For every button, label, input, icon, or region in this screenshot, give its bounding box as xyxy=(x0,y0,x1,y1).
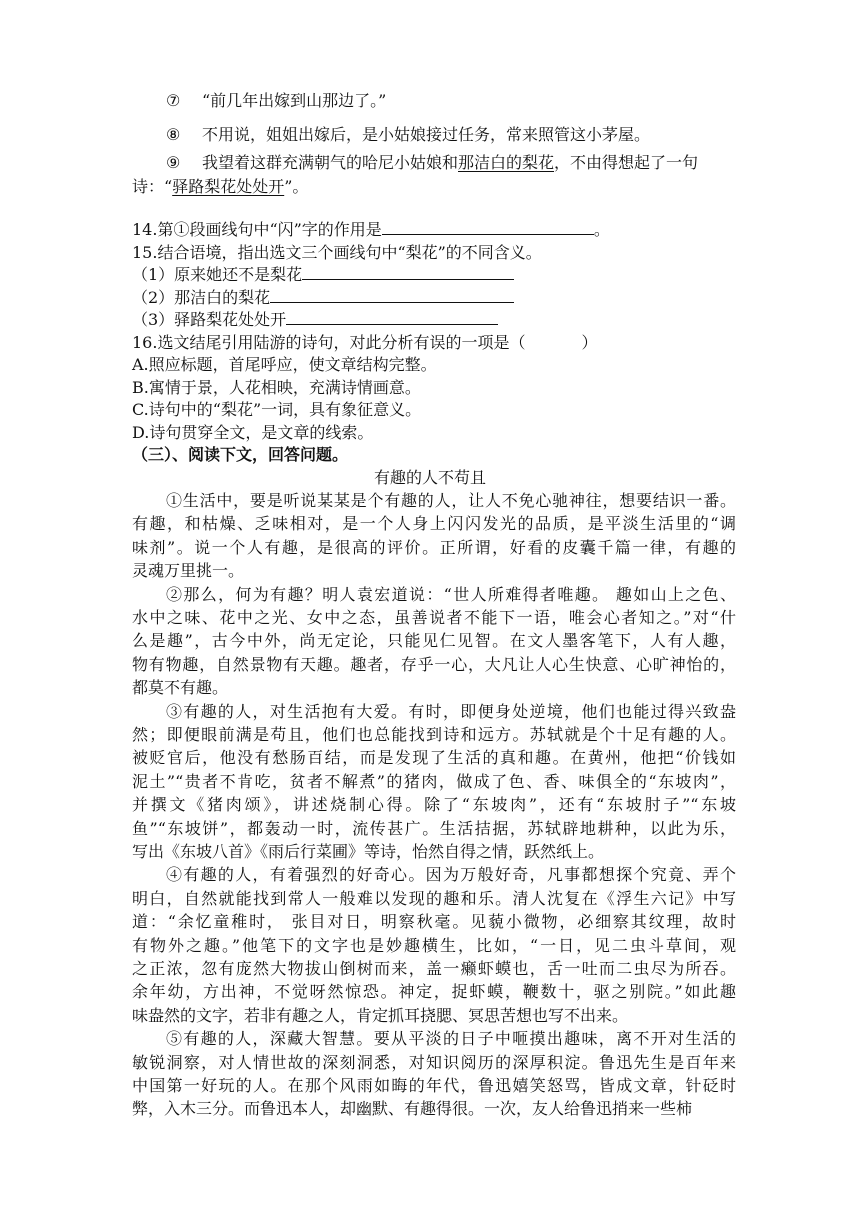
question-14 xyxy=(132,219,610,241)
option-b xyxy=(132,377,421,399)
article-line: ④有趣的人，有着强烈的好奇心。因为万般好奇，凡事都想探个究竟、弄个 xyxy=(166,865,736,884)
article-line: 明白，自然就能找到常人一般难以发现的趣和乐。清人沈复在《浮生六记》中写 xyxy=(132,889,736,908)
article-line: ③有趣的人，对生活抱有大爱。有时，即便身处逆境，他们也能过得兴致盎 xyxy=(166,702,736,721)
paragraph-text: “前几年出嫁到山那边了。” xyxy=(202,91,387,110)
article-line: 物有物趣，自然景物有天趣。趣者，存乎一心，大凡让人心生快意、心旷神怡的， xyxy=(132,655,736,674)
question-text: 15.结合语境，指出选文三个画线句中“梨花”的不同含义。 xyxy=(132,243,542,262)
question-text: （1）原来她还不是梨花 xyxy=(132,265,303,284)
article-title: 有趣的人不苟且 xyxy=(373,468,486,487)
option-text: A.照应标题，首尾呼应，使文章结构完整。 xyxy=(132,355,437,374)
paragraph-number: ⑧ xyxy=(166,125,181,144)
paragraph-9 xyxy=(166,152,698,174)
article-line: 弊，入木三分。而鲁迅本人，却幽默、有趣得很。一次，友人给鲁迅捎来一些柿 xyxy=(132,1099,693,1118)
article-line: 道：“余忆童稚时， 张目对日，明察秋毫。见藐小微物，必细察其纹理，故时 xyxy=(132,912,736,931)
article-line: 灵魂万里挑一。 xyxy=(132,561,245,580)
article-line: 味盎然的文字，若非有趣之人，肯定抓耳挠腮、冥思苦想也写不出来。 xyxy=(132,1006,629,1025)
article-line: 写出《东坡八首》《雨后行菜圃》等诗，怡然自得之情，跃然纸上。 xyxy=(132,842,605,861)
article-line: 味剂”。说一个人有趣，是很高的评价。正所谓，好看的皮囊千篇一律，有趣的 xyxy=(132,538,736,557)
paragraph-text: ”。 xyxy=(284,177,309,196)
option-text: D.诗句贯穿全文，是文章的线索。 xyxy=(132,423,374,442)
answer-blank[interactable] xyxy=(270,287,514,303)
paragraph-text: 不用说，姐姐出嫁后，是小姑娘接过任务，常来照管这小茅屋。 xyxy=(202,125,651,144)
option-text: B.寓情于景，人花相映，充满诗情画意。 xyxy=(132,378,421,397)
article-line: 都莫不有趣。 xyxy=(132,678,229,697)
option-a xyxy=(132,354,437,376)
paragraph-number: ⑨ xyxy=(166,153,181,172)
question-16 xyxy=(132,332,597,354)
article-line: ⑤有趣的人，深藏大智慧。要从平淡的日子中咂摸出趣味，离不开对生活的 xyxy=(166,1029,736,1048)
paragraph-9-cont xyxy=(132,176,308,198)
article-line: ②那么，何为有趣？明人袁宏道说：“世人所难得者唯趣。 趣如山上之色、 xyxy=(166,585,736,604)
question-punct: 。 xyxy=(593,220,610,239)
article-line: 敏锐洞察，对人情世故的深刻洞悉，对知识阅历的深厚积淀。鲁迅先生是百年来 xyxy=(132,1053,736,1072)
article-line: 水中之味、花中之光、女中之态，虽善说者不能下一语，唯会心者知之。”对“什 xyxy=(132,608,736,627)
answer-blank[interactable] xyxy=(382,219,594,235)
underlined-phrase: 那洁白的梨花 xyxy=(458,153,555,172)
article-line: 泥土”“贵者不肯吃，贫者不解煮”的猪肉，做成了色、香、味俱全的“东坡肉”， xyxy=(132,772,736,791)
question-15 xyxy=(132,242,542,264)
article-line: 鱼”“东坡饼”，都轰动一时，流传甚广。生活拮据，苏轼辟地耕种，以此为乐， xyxy=(132,819,736,838)
article-line: 有趣，和枯燥、乏味相对，是一个人身上闪闪发光的品质，是平淡生活里的“调 xyxy=(132,514,736,533)
question-15-2 xyxy=(132,287,514,309)
question-text: 14.第①段画线句中“闪”字的作用是 xyxy=(132,220,382,239)
question-15-1 xyxy=(132,264,514,286)
paragraph-8 xyxy=(166,124,650,146)
section-heading: （三）、阅读下文，回答问题。 xyxy=(132,445,349,464)
paragraph-text: ，不由得想起了一句 xyxy=(554,153,699,172)
article-line: 然；即便眼前满是苟且，他们也总能找到诗和远方。苏轼就是个十足有趣的人。 xyxy=(132,725,736,744)
article-line: ①生活中，要是听说某某是个有趣的人，让人不免心驰神往，想要结识一番。 xyxy=(166,491,736,510)
question-punct: ） xyxy=(581,333,598,352)
article-line: 余年幼，方出神，不觉呀然惊恐。神定，捉虾蟆，鞭数十，驱之别院。”如此趣 xyxy=(132,982,736,1001)
option-d xyxy=(132,422,373,444)
paragraph-7 xyxy=(166,90,386,112)
article-line: 中国第一好玩的人。在那个风雨如晦的年代，鲁迅嬉笑怒骂，皆成文章，针砭时 xyxy=(132,1076,736,1095)
paragraph-text: 诗：“ xyxy=(132,177,173,196)
question-text: （2）那洁白的梨花 xyxy=(132,288,271,307)
question-text: 16.选文结尾引用陆游的诗句，对此分析有误的一项是（ xyxy=(132,333,526,352)
paragraph-number: ⑦ xyxy=(166,91,181,110)
underlined-phrase: 驿路梨花处处开 xyxy=(172,177,285,196)
paragraph-text: 我望着这群充满朝气的哈尼小姑娘和 xyxy=(202,153,459,172)
article-line: 有物外之趣。”他笔下的文字也是妙趣横生，比如，“一日，见二虫斗草间，观 xyxy=(132,936,736,955)
article-line: 并撰文《猪肉颂》，讲述烧制心得。除了“东坡肉”，还有“东坡肘子”“东坡 xyxy=(132,795,736,814)
question-15-3 xyxy=(132,309,498,331)
article-line: 被贬官后，他没有愁肠百结，而是发现了生活的真和趣。在黄州，他把“价钱如 xyxy=(132,748,736,767)
option-c xyxy=(132,399,421,421)
answer-blank[interactable] xyxy=(286,309,498,325)
answer-blank[interactable] xyxy=(302,264,514,280)
article-line: 么是趣”，古今中外，尚无定论，只能见仁见智。在文人墨客笔下，人有人趣， xyxy=(132,631,736,650)
article-line: 之正浓，忽有庞然大物拔山倒树而来，盖一癞虾蟆也，舌一吐而二虫尽为所吞。 xyxy=(132,959,736,978)
question-text: （3）驿路梨花处处开 xyxy=(132,310,287,329)
option-text: C.诗句中的“梨花”一词，具有象征意义。 xyxy=(132,400,422,419)
